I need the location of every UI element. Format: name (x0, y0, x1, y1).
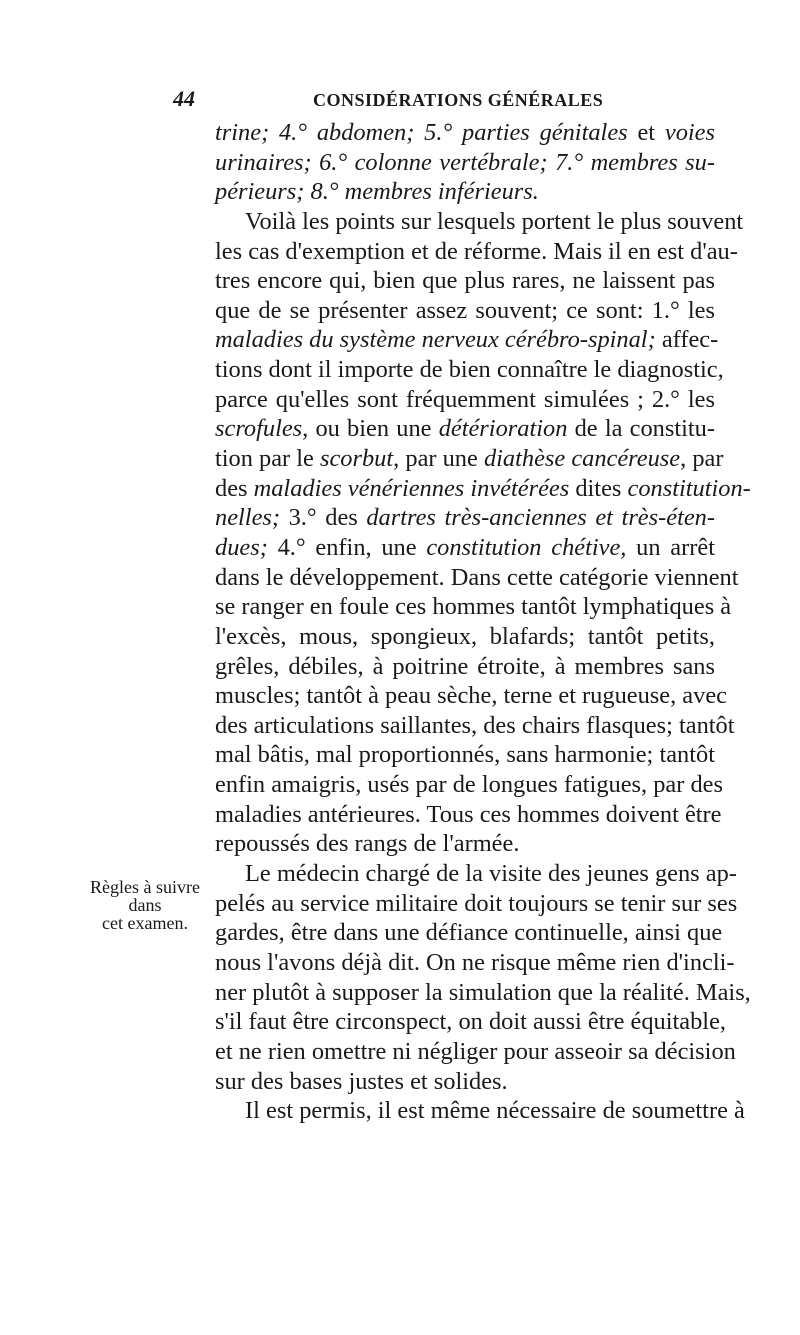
text-segment: que de se présenter assez souvent; ce sont: 1.° les (215, 296, 715, 324)
text-segment: des articulations saillantes, des chairs flasques; tantôt (215, 711, 735, 739)
text-segment: affec- (655, 326, 719, 354)
text-line (215, 1067, 715, 1097)
text-line (215, 948, 735, 978)
text-line (215, 770, 723, 800)
page-number: 44 (173, 86, 195, 111)
italic-text-segment: périeurs; 8.° membres inférieurs. (215, 178, 539, 206)
margin-note-line: dans (128, 895, 162, 915)
text-line (215, 918, 723, 948)
text-segment: tres encore qui, bien que plus rares, ne laissent pas (215, 267, 715, 295)
text-segment: parce qu'elles sont fréquemment simulées ; 2.° les (215, 385, 715, 413)
text-line (215, 266, 715, 296)
text-line (215, 503, 715, 533)
text-line (215, 1037, 736, 1067)
text-segment: repoussés des rangs de l'armée. (215, 830, 520, 858)
text-segment: grêles, débiles, à poitrine étroite, à membres sans (215, 652, 715, 680)
italic-text-segment: maladies du système nerveux cérébro-spinal; (215, 326, 656, 354)
running-title: CONSIDÉRATIONS GÉNÉRALES (313, 90, 604, 110)
text-line (215, 622, 715, 652)
text-segment: tion par le (215, 445, 320, 473)
text-line (215, 148, 715, 178)
italic-text-segment: voies (664, 119, 715, 146)
text-segment: , par (680, 445, 724, 473)
text-line (215, 681, 727, 711)
text-segment: s'il faut être circonspect, on doit aussi être équitable, (215, 1008, 727, 1036)
italic-text-segment: diathèse cancéreuse (483, 445, 681, 473)
text-line (215, 829, 715, 859)
margin-note (80, 878, 210, 932)
text-segment: 3.° des (280, 504, 367, 532)
text-line (215, 296, 715, 326)
italic-text-segment: scorbut (319, 445, 394, 473)
text-line (215, 740, 715, 770)
text-line (215, 978, 751, 1008)
text-line (215, 592, 732, 622)
text-segment: dites (569, 474, 628, 502)
text-segment: mal bâtis, mal proportionnés, sans harmonie; tantôt (215, 741, 715, 769)
text-segment: maladies antérieures. Tous ces hommes doivent être (215, 800, 722, 828)
text-segment: tions dont il importe de bien connaître le diagnostic, (215, 356, 724, 384)
margin-note-line: Règles à suivre (90, 877, 200, 897)
italic-text-segment: urinaires; 6.° colonne vertébrale; 7.° membres su- (215, 148, 715, 176)
text-line (215, 414, 715, 444)
text-line (215, 889, 738, 919)
italic-text-segment: scrofules, (215, 415, 309, 443)
text-segment: Le médecin chargé de la visite des jeunes gens ap- (245, 860, 737, 888)
text-segment: , par une (393, 445, 484, 473)
margin-note-line: cet examen. (102, 913, 188, 933)
italic-text-segment: détérioration (438, 415, 568, 443)
text-segment: dans le développement. Dans cette catégorie viennent (215, 563, 739, 591)
text-line (215, 711, 735, 741)
body-text (215, 118, 751, 1126)
text-line (215, 207, 744, 237)
italic-text-segment: nelles; (215, 504, 281, 532)
text-line (215, 474, 751, 504)
text-line (215, 563, 739, 593)
italic-text-segment: dues; (215, 533, 268, 561)
text-line (215, 1007, 727, 1037)
text-line (215, 1096, 745, 1126)
text-line (215, 237, 738, 267)
text-line (215, 859, 737, 889)
text-segment: ner plutôt à supposer la simulation que la réalité. Mais, (215, 978, 751, 1006)
text-segment: et ne rien omettre ni négliger pour asseoir sa décision (215, 1037, 736, 1065)
text-segment: ou bien une (308, 415, 439, 443)
text-segment: de la constitu- (567, 415, 715, 443)
text-segment: pelés au service militaire doit toujours se tenir sur ses (215, 889, 738, 917)
text-line (215, 355, 724, 385)
text-line (215, 385, 715, 415)
text-segment: l'excès, mous, spongieux, blafards; tantôt petits, (215, 622, 715, 650)
text-line (215, 118, 715, 148)
page-header (173, 84, 693, 116)
italic-text-segment: dartres très-anciennes et très-éten- (366, 504, 715, 532)
text-segment: muscles; tantôt à peau sèche, terne et rugueuse, avec (215, 682, 727, 710)
text-segment: et (627, 119, 665, 146)
text-line (215, 800, 722, 830)
italic-text-segment: constitution- (627, 474, 751, 502)
italic-text-segment: constitution chétive, (426, 533, 627, 561)
text-segment: gardes, être dans une défiance continuelle, ainsi que (215, 919, 723, 947)
text-line (215, 444, 724, 474)
text-segment: 4.° enfin, une (267, 533, 427, 561)
italic-text-segment: trine; 4.° abdomen; 5.° parties génitales (215, 119, 628, 146)
text-line (215, 652, 715, 682)
text-segment: Voilà les points sur lesquels portent le plus souvent (245, 207, 744, 235)
text-line (215, 325, 719, 355)
text-line (215, 177, 715, 207)
text-segment: sur des bases justes et solides. (215, 1067, 508, 1095)
text-segment: nous l'avons déjà dit. On ne risque même rien d'incli- (215, 948, 735, 976)
text-segment: enfin amaigris, usés par de longues fatigues, par des (215, 771, 723, 799)
text-segment: Il est permis, il est même nécessaire de soumettre à (245, 1097, 745, 1125)
text-line (215, 533, 715, 563)
text-segment: un arrêt (626, 533, 715, 561)
italic-text-segment: maladies vénériennes invétérées (253, 474, 570, 502)
text-segment: les cas d'exemption et de réforme. Mais il en est d'au- (215, 237, 738, 265)
text-segment: se ranger en foule ces hommes tantôt lymphatiques à (215, 593, 732, 621)
text-segment: des (215, 474, 254, 502)
